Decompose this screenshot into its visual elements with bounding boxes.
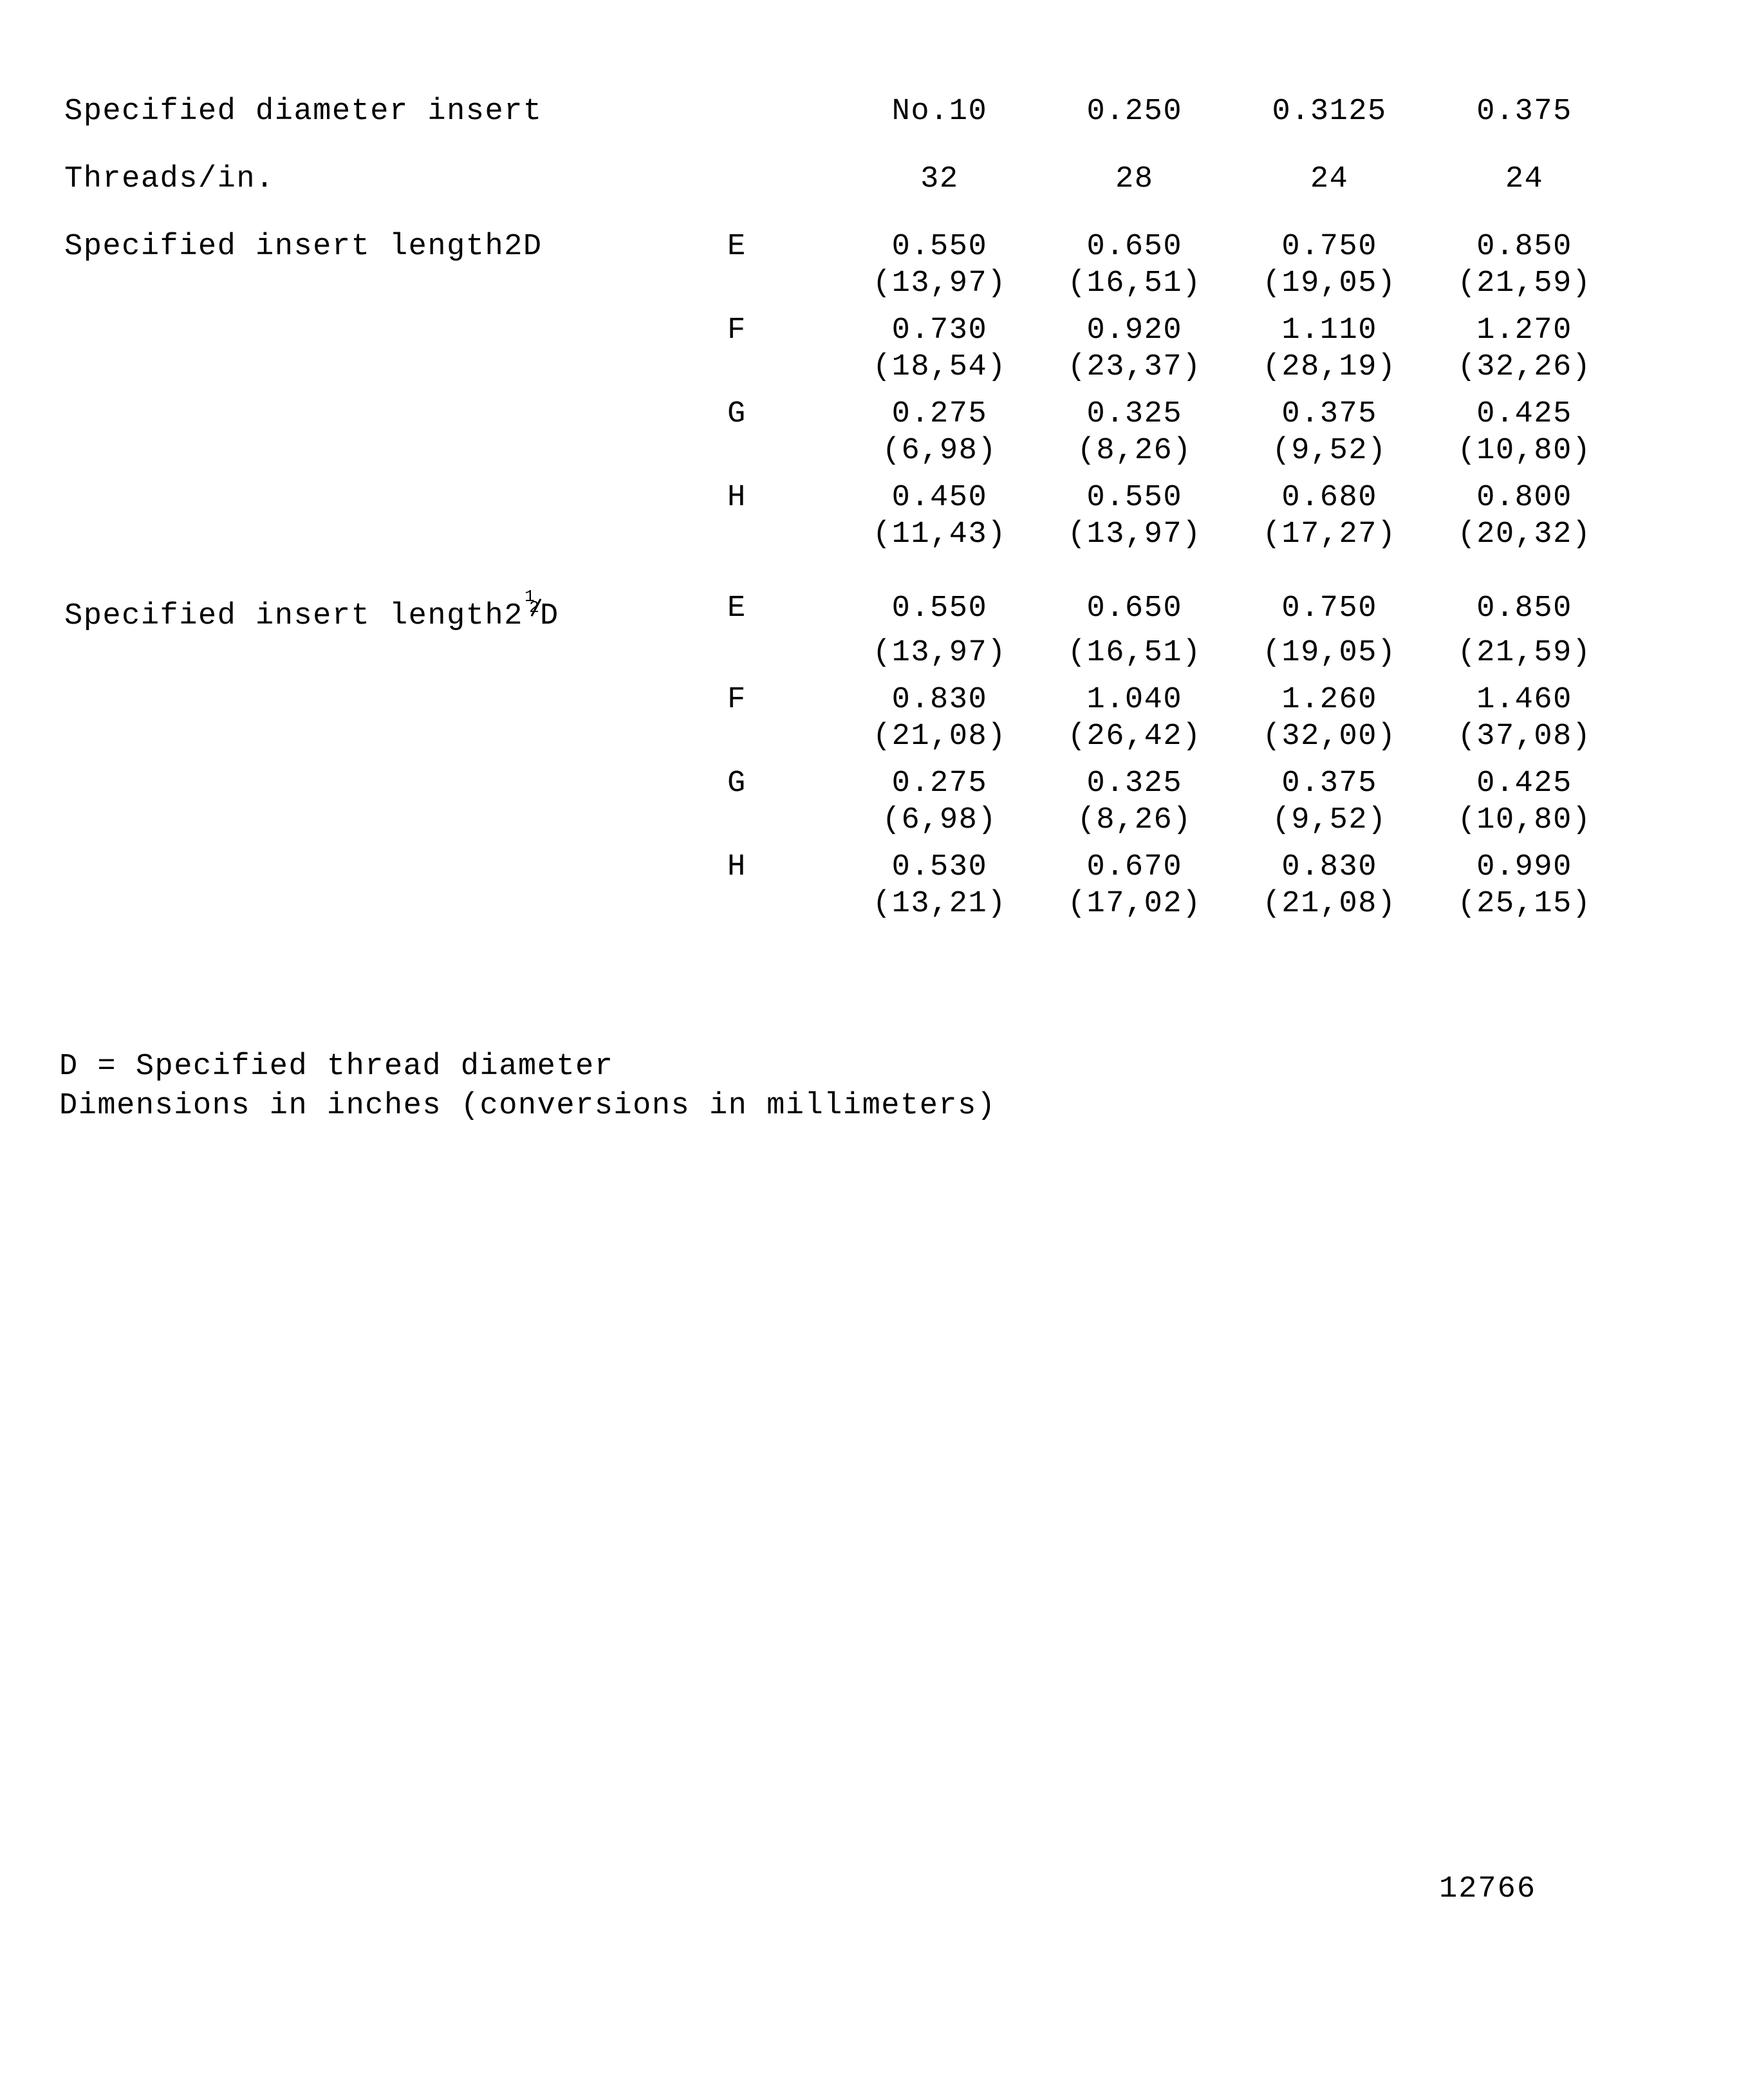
cell-b2-F-mm-1: (21,08): [872, 720, 1007, 754]
table-row-block2-G-inches: [64, 752, 1622, 799]
table-row-block1-H-inches: [64, 466, 1622, 513]
footnotes: [59, 1047, 996, 1126]
cell-b2-F-in-2: 1.040: [1086, 683, 1183, 717]
cell-b1-E-in-3: 0.750: [1281, 230, 1377, 264]
table-row-block1-H-mm: [64, 513, 1622, 550]
row-label-specified-diameter: Specified diameter insert: [64, 95, 543, 129]
row-letter-H: H: [727, 850, 747, 884]
label-prefix-2halfd: Specified insert length: [64, 599, 505, 633]
label-prefix-2d: Specified insert length: [64, 230, 505, 264]
cell-threads-1: 32: [920, 162, 959, 196]
cell-b2-G-mm-4: (10,80): [1457, 803, 1592, 837]
cell-b2-E-in-3: 0.750: [1281, 591, 1377, 626]
cell-b2-F-in-3: 1.260: [1281, 683, 1377, 717]
cell-b2-H-mm-3: (21,08): [1262, 887, 1397, 921]
cell-diameter-2: 0.250: [1086, 95, 1183, 129]
table-row-block2-F-inches: [64, 668, 1622, 715]
fraction-numerator: 1: [524, 587, 536, 607]
cell-b2-H-in-3: 0.830: [1281, 850, 1377, 884]
cell-b1-H-mm-1: (11,43): [872, 517, 1007, 552]
cell-b2-F-mm-3: (32,00): [1262, 720, 1397, 754]
cell-b1-E-mm-4: (21,59): [1457, 266, 1592, 301]
table-row-block2-F-mm: [64, 715, 1622, 752]
table-row-specified-diameter: [64, 97, 1622, 127]
row-letter: [727, 127, 842, 194]
page-number: 12766: [1439, 1872, 1537, 1906]
cell-b1-G-mm-2: (8,26): [1077, 434, 1192, 468]
cell-b1-G-in-3: 0.375: [1281, 397, 1377, 431]
cell-diameter-3: 0.3125: [1272, 95, 1387, 129]
cell-b2-E-in-4: 0.850: [1476, 591, 1572, 626]
cell-b2-H-mm-1: (13,21): [872, 887, 1007, 921]
table-row-block1-E-mm: [64, 262, 1622, 299]
cell-b2-E-mm-4: (21,59): [1457, 636, 1592, 670]
cell-b1-E-in-1: 0.550: [891, 230, 988, 264]
cell-b2-F-in-4: 1.460: [1476, 683, 1572, 717]
row-letter-E: E: [727, 591, 747, 626]
cell-b1-F-mm-1: (18,54): [872, 350, 1007, 384]
cell-b2-E-mm-3: (19,05): [1262, 636, 1397, 670]
table-row-block1-F-inches: [64, 299, 1622, 346]
cell-b2-H-in-2: 0.670: [1086, 850, 1183, 884]
row-letter-G: G: [727, 767, 747, 801]
row-letter-E: E: [727, 230, 747, 264]
cell-b1-E-mm-1: (13,97): [872, 266, 1007, 301]
cell-b1-F-in-2: 0.920: [1086, 313, 1183, 348]
cell-b1-H-mm-4: (20,32): [1457, 517, 1592, 552]
cell-b2-E-mm-1: (13,97): [872, 636, 1007, 670]
cell-b2-F-mm-2: (26,42): [1067, 720, 1202, 754]
table-row-block2-H-inches: [64, 835, 1622, 882]
fraction-denominator: 2: [528, 597, 541, 617]
cell-b2-G-in-1: 0.275: [891, 767, 988, 801]
cell-b1-H-mm-3: (17,27): [1262, 517, 1397, 552]
cell-b2-G-mm-1: (6,98): [882, 803, 997, 837]
label-suffix-2d: 2D: [504, 230, 543, 264]
insert-dimensions-table: [64, 97, 1622, 919]
cell-b1-G-mm-3: (9,52): [1272, 434, 1387, 468]
row-letter-F: F: [727, 313, 747, 348]
cell-b1-G-in-1: 0.275: [891, 397, 988, 431]
cell-b2-H-mm-4: (25,15): [1457, 887, 1592, 921]
cell-b1-G-in-2: 0.325: [1086, 397, 1183, 431]
footnote-thread-diameter: D = Specified thread diameter: [59, 1050, 614, 1084]
table-row-block1-G-inches: [64, 382, 1622, 429]
cell-b2-G-in-2: 0.325: [1086, 767, 1183, 801]
cell-threads-2: 28: [1115, 162, 1154, 196]
cell-b1-E-mm-3: (19,05): [1262, 266, 1397, 301]
cell-b1-H-in-1: 0.450: [891, 481, 988, 515]
cell-b1-H-mm-2: (13,97): [1067, 517, 1202, 552]
cell-b1-F-mm-4: (32,26): [1457, 350, 1592, 384]
cell-threads-3: 24: [1310, 162, 1349, 196]
cell-b1-F-mm-2: (23,37): [1067, 350, 1202, 384]
row-letter-H: H: [727, 481, 747, 515]
cell-b1-G-in-4: 0.425: [1476, 397, 1572, 431]
cell-b2-F-in-1: 0.830: [891, 683, 988, 717]
row-letter-F: F: [727, 683, 747, 717]
cell-b1-F-in-1: 0.730: [891, 313, 988, 348]
cell-b2-H-mm-2: (17,02): [1067, 887, 1202, 921]
table-row-block2-G-mm: [64, 799, 1622, 835]
table-row-block1-E-inches: [64, 194, 1622, 262]
cell-b1-H-in-4: 0.800: [1476, 481, 1572, 515]
cell-b1-F-mm-3: (28,19): [1262, 350, 1397, 384]
cell-b2-G-mm-2: (8,26): [1077, 803, 1192, 837]
cell-b2-E-in-2: 0.650: [1086, 591, 1183, 626]
cell-b1-E-in-2: 0.650: [1086, 230, 1183, 264]
table-row-block1-F-mm: [64, 346, 1622, 382]
label-number-2halfd: 2: [504, 599, 523, 633]
cell-b2-H-in-1: 0.530: [891, 850, 988, 884]
cell-b1-E-mm-2: (16,51): [1067, 266, 1202, 301]
row-letter: [727, 97, 842, 127]
row-letter-G: G: [727, 397, 747, 431]
cell-b1-G-mm-1: (6,98): [882, 434, 997, 468]
cell-b2-E-in-1: 0.550: [891, 591, 988, 626]
row-label-insert-length-2d: [64, 194, 727, 262]
cell-b2-G-in-3: 0.375: [1281, 767, 1377, 801]
cell-b2-G-in-4: 0.425: [1476, 767, 1572, 801]
cell-threads-4: 24: [1505, 162, 1544, 196]
footnote-units: Dimensions in inches (conversions in millimeters): [59, 1089, 996, 1124]
cell-b1-H-in-2: 0.550: [1086, 481, 1183, 515]
cell-b1-G-mm-4: (10,80): [1457, 434, 1592, 468]
cell-b1-F-in-3: 1.110: [1281, 313, 1377, 348]
cell-b2-G-mm-3: (9,52): [1272, 803, 1387, 837]
row-label-threads-per-inch: Threads/in.: [64, 162, 275, 196]
cell-diameter-4: 0.375: [1476, 95, 1572, 129]
cell-diameter-1: No.10: [891, 95, 988, 129]
cell-b1-E-in-4: 0.850: [1476, 230, 1572, 264]
cell-b2-F-mm-4: (37,08): [1457, 720, 1592, 754]
cell-b2-E-mm-2: (16,51): [1067, 636, 1202, 670]
cell-b1-H-in-3: 0.680: [1281, 481, 1377, 515]
row-label-insert-length-2halfd: [64, 550, 727, 631]
table-row-block1-G-mm: [64, 429, 1622, 466]
one-half-fraction: [523, 587, 541, 624]
table-row-block2-E-inches: [64, 550, 1622, 631]
label-suffix-2halfd: D: [539, 599, 559, 633]
cell-b2-H-in-4: 0.990: [1476, 850, 1572, 884]
table-row-block2-E-mm: [64, 631, 1622, 668]
table-row-threads-per-inch: [64, 127, 1622, 194]
table-row-block2-H-mm: [64, 882, 1622, 919]
cell-b1-F-in-4: 1.270: [1476, 313, 1572, 348]
